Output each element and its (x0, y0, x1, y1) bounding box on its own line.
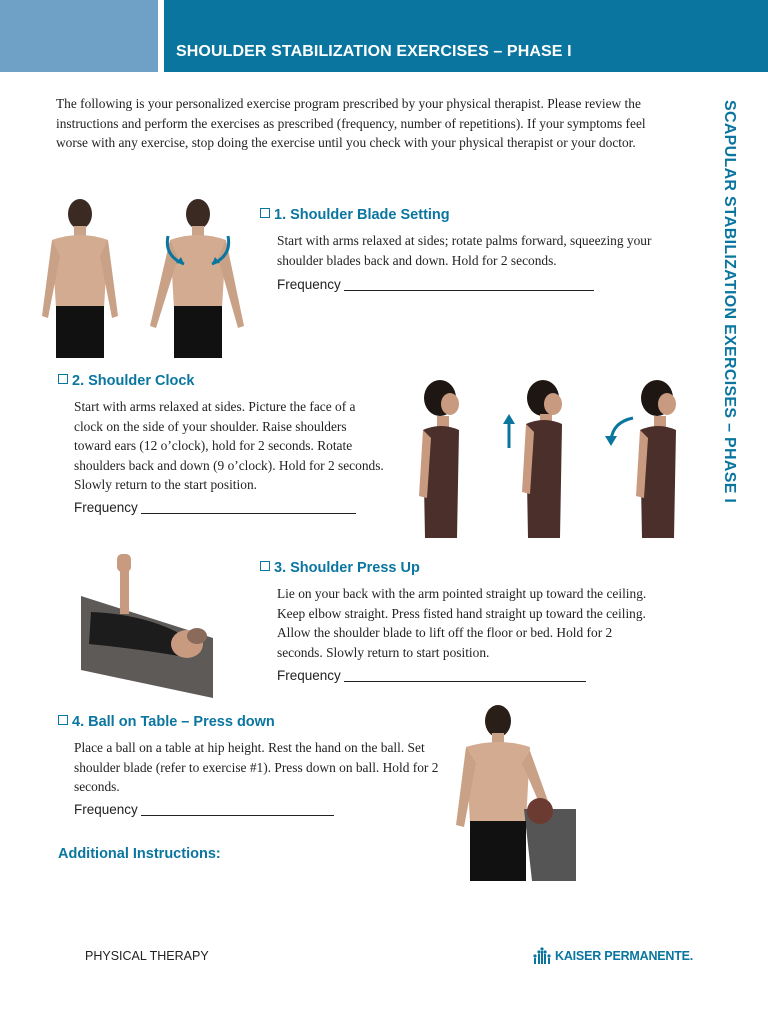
exercise-1-title: 1. Shoulder Blade Setting (260, 207, 450, 223)
side-title (720, 100, 744, 560)
kaiser-logo-icon (532, 947, 552, 965)
exercise-4-frequency: Frequency (74, 802, 334, 817)
exercise-3-text: Lie on your back with the arm pointed straight up toward the ceiling. Keep elbow straight. Press fisted hand straight up toward the ceiling. Allow the shoulder blade to lift off the floor or bed. Hold for 2 seconds. Slowly return to start position. (277, 586, 647, 660)
exercise-4-title: 4. Ball on Table – Press down (58, 714, 275, 730)
logo-text: KAISER PERMANENTE. (555, 949, 694, 963)
checkbox[interactable] (260, 561, 270, 571)
exercise-1-text: Start with arms relaxed at sides; rotate palms forward, squeezing your shoulder blades back and down. Hold for 2 seconds. (277, 233, 652, 268)
exercise-3-title: 3. Shoulder Press Up (260, 560, 420, 576)
frequency-line[interactable] (344, 278, 594, 291)
frequency-line[interactable] (344, 669, 586, 682)
exercise-3-photo (81, 552, 213, 698)
checkbox[interactable] (58, 715, 68, 725)
header-accent-block (0, 0, 158, 72)
kaiser-permanente-logo (532, 947, 693, 965)
exercise-3-frequency: Frequency (277, 668, 586, 683)
exercise-2-text: Start with arms relaxed at sides. Picture the face of a clock on the side of your shoulder. Raise shoulders toward ears (12 o’clock), hold for 2 seconds. Rotate shoulders back and down (9 o’clock). Hold for 2 seconds. Slowly return to the start position. (74, 399, 384, 492)
exercise-2-title: 2. Shoulder Clock (58, 373, 194, 389)
exercise-1-frequency: Frequency (277, 277, 594, 292)
header-bar (164, 0, 768, 72)
side-title-text: SCAPULAR STABILIZATION EXERCISES – PHASE I (721, 100, 738, 504)
frequency-line[interactable] (141, 803, 334, 816)
exercise-1-photo (38, 196, 248, 360)
frequency-line[interactable] (141, 501, 356, 514)
exercise-2-frequency: Frequency (74, 500, 356, 515)
additional-instructions-label: Additional Instructions: (58, 846, 221, 862)
checkbox[interactable] (260, 208, 270, 218)
footer-department: PHYSICAL THERAPY (85, 949, 209, 963)
exercise-2-photo (395, 378, 695, 540)
exercise-4-photo (452, 703, 576, 881)
intro-paragraph: The following is your personalized exercise program prescribed by your physical therapist. Please review the instructions and perform the exercises as prescribed (frequency, number of repetitions). If your symptoms feel worse with any exercise, stop doing the exercise until you check with your physical therapist or your doctor. (56, 96, 646, 150)
checkbox[interactable] (58, 374, 68, 384)
page-title: SHOULDER STABILIZATION EXERCISES – PHASE I (176, 43, 572, 60)
exercise-4-text: Place a ball on a table at hip height. Rest the hand on the ball. Set shoulder blade (refer to exercise #1). Press down on ball. Hold for 2 seconds. (74, 740, 439, 794)
